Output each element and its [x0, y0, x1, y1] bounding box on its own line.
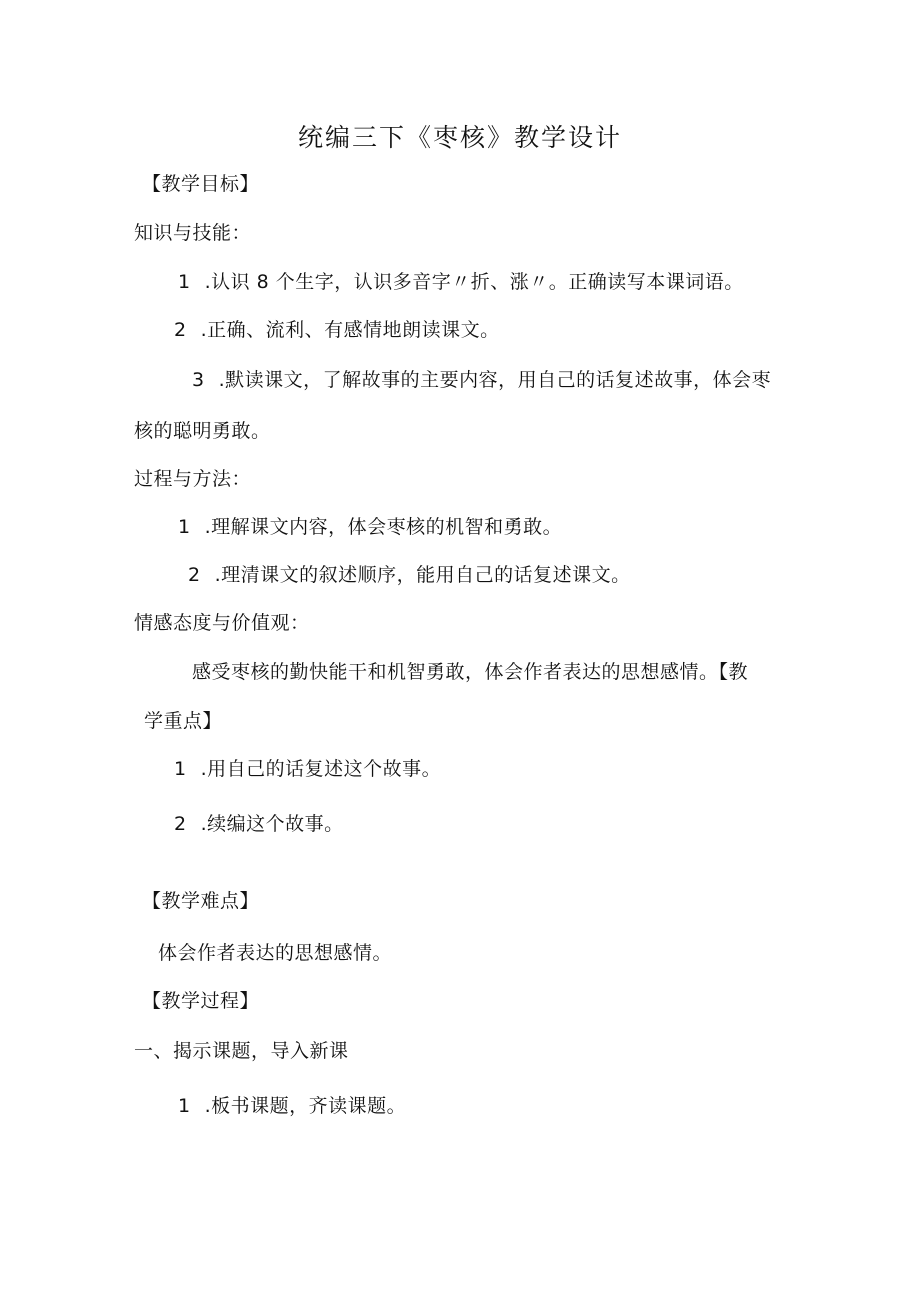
key-points-heading: 学重点】: [144, 710, 223, 732]
item-text: .正确、流利、有感情地朗读课文。: [200, 319, 500, 341]
key-item-2: [174, 812, 344, 836]
item-text: .理解课文内容，体会枣核的机智和勇敢。: [204, 516, 563, 538]
knowledge-item-3: [192, 368, 771, 392]
step-one-heading: 一、揭示课题，导入新课: [134, 1040, 349, 1062]
section-teaching-process: 【教学过程】: [142, 990, 260, 1012]
knowledge-item-3-continuation: 核的聪明勇敢。: [134, 420, 271, 442]
item-text: .板书课题，齐读课题。: [204, 1095, 407, 1117]
section-teaching-difficulty: 【教学难点】: [142, 890, 260, 912]
item-text: .用自己的话复述这个故事。: [200, 758, 442, 780]
item-number: 1: [178, 1095, 191, 1117]
step-one-item-1: [178, 1094, 406, 1118]
emotion-values-heading: 情感态度与价值观：: [134, 612, 310, 634]
item-number: 2: [188, 564, 201, 586]
knowledge-item-1: [178, 270, 744, 294]
process-methods-heading: 过程与方法：: [134, 468, 252, 490]
knowledge-item-2: [174, 318, 500, 342]
difficulty-text: 体会作者表达的思想感情。: [158, 942, 393, 964]
item-number: 2: [174, 319, 187, 341]
item-text: .认识 8 个生字，认识多音字〃折、涨〃。正确读写本课词语。: [204, 271, 744, 293]
knowledge-skills-heading: 知识与技能：: [134, 222, 252, 244]
emotion-text: 感受枣核的勤快能干和机智勇敢，体会作者表达的思想感情。【教: [192, 661, 749, 683]
item-number: 1: [178, 516, 191, 538]
item-number: 3: [192, 369, 205, 391]
item-number: 1: [174, 758, 187, 780]
item-text: .续编这个故事。: [200, 813, 344, 835]
item-text: .默读课文，了解故事的主要内容，用自己的话复述故事，体会枣: [218, 369, 772, 391]
process-item-1: [178, 515, 562, 539]
document-title: 统编三下《枣核》教学设计: [297, 123, 622, 152]
key-item-1: [174, 757, 441, 781]
item-number: 1: [178, 271, 191, 293]
item-text: .理清课文的叙述顺序，能用自己的话复述课文。: [214, 564, 631, 586]
section-teaching-goals: 【教学目标】: [142, 173, 260, 195]
process-item-2: [188, 563, 631, 587]
item-number: 2: [174, 813, 187, 835]
